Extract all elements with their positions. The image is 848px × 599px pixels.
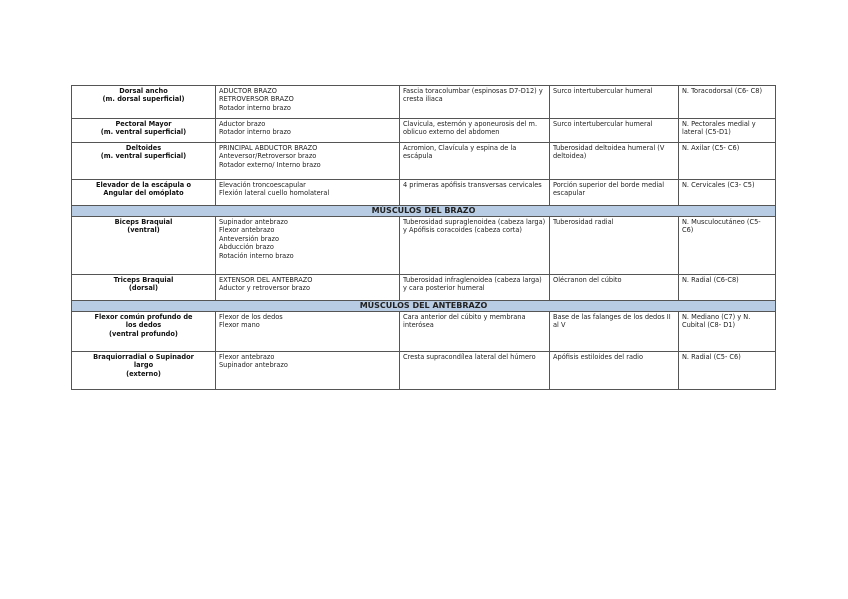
muscle-name-line: Flexor común profundo de bbox=[94, 313, 193, 321]
muscle-name-line: (ventral profundo) bbox=[109, 329, 178, 338]
muscle-name-line: Dorsal ancho bbox=[119, 87, 168, 95]
muscle-name-cell bbox=[72, 275, 216, 301]
muscle-row bbox=[72, 312, 776, 352]
action-cell bbox=[216, 217, 400, 275]
muscle-name-line: (m. ventral superficial) bbox=[100, 152, 187, 161]
action-line: Anteversión brazo bbox=[219, 234, 280, 243]
muscle-name-line: Biceps Braquial bbox=[114, 218, 173, 226]
nerve-cell bbox=[679, 180, 776, 206]
nerve-cell bbox=[679, 143, 776, 180]
origin-cell bbox=[400, 143, 550, 180]
muscle-name-cell bbox=[72, 143, 216, 180]
muscle-name-line: (dorsal) bbox=[128, 284, 159, 293]
muscle-table bbox=[71, 85, 776, 390]
origin-line: Fascia toracolumbar (espinosas D7-D12) y cresta iliaca bbox=[403, 87, 543, 104]
action-cell bbox=[216, 312, 400, 352]
muscle-name-line: Angular del omóplato bbox=[103, 189, 184, 198]
muscle-name-line: largo bbox=[133, 361, 154, 370]
action-line: Aductor y retroversor brazo bbox=[219, 284, 310, 293]
action-line: Rotador interno brazo bbox=[219, 103, 291, 112]
action-line: Rotador interno brazo bbox=[219, 128, 291, 137]
muscle-name-line: (m. dorsal superficial) bbox=[102, 95, 185, 104]
nerve-cell bbox=[679, 86, 776, 119]
action-line: EXTENSOR DEL ANTEBRAZO bbox=[219, 276, 313, 284]
insertion-cell bbox=[550, 275, 679, 301]
insertion-line: Base de las falanges de los dedos II al V bbox=[553, 313, 671, 330]
insertion-line: Surco intertubercular humeral bbox=[553, 87, 653, 95]
origin-cell bbox=[400, 119, 550, 143]
nerve-line: N. Radial (C5- C6) bbox=[682, 353, 741, 361]
origin-line: Tuberosidad infraglenoidea (cabeza larga) y cara posterior humeral bbox=[403, 276, 542, 293]
action-line: Flexión lateral cuello homolateral bbox=[219, 189, 330, 198]
muscle-name-line: Triceps Braquial bbox=[113, 276, 174, 284]
muscle-name-cell bbox=[72, 119, 216, 143]
insertion-cell bbox=[550, 352, 679, 390]
section-title: MÚSCULOS DEL BRAZO bbox=[72, 206, 776, 217]
section-header-row bbox=[72, 301, 776, 312]
muscle-row bbox=[72, 143, 776, 180]
action-line: Flexor antebrazo bbox=[219, 353, 275, 361]
origin-line: 4 primeras apófisis transversas cervicales bbox=[403, 181, 542, 189]
muscle-name-cell bbox=[72, 217, 216, 275]
nerve-cell bbox=[679, 217, 776, 275]
origin-cell bbox=[400, 217, 550, 275]
section-title: MÚSCULOS DEL ANTEBRAZO bbox=[72, 301, 776, 312]
muscle-name-line: (ventral) bbox=[127, 226, 160, 235]
origin-cell bbox=[400, 180, 550, 206]
nerve-line: N. Axilar (C5- C6) bbox=[682, 144, 740, 152]
action-cell bbox=[216, 180, 400, 206]
insertion-line: Porción superior del borde medial escapular bbox=[553, 181, 665, 198]
origin-line: Tuberosidad supraglenoidea (cabeza larga) y Apófisis coracoides (cabeza corta) bbox=[403, 218, 546, 235]
insertion-cell bbox=[550, 180, 679, 206]
section-header-row bbox=[72, 206, 776, 217]
action-line: Flexor mano bbox=[219, 321, 260, 330]
action-line: PRINCIPAL ABDUCTOR BRAZO bbox=[219, 144, 318, 152]
action-cell bbox=[216, 275, 400, 301]
action-cell bbox=[216, 352, 400, 390]
nerve-cell bbox=[679, 312, 776, 352]
insertion-cell bbox=[550, 217, 679, 275]
nerve-line: N. Pectorales medial y lateral (C5-D1) bbox=[682, 120, 756, 137]
muscle-row bbox=[72, 180, 776, 206]
insertion-cell bbox=[550, 143, 679, 180]
nerve-cell bbox=[679, 352, 776, 390]
action-cell bbox=[216, 86, 400, 119]
action-cell bbox=[216, 143, 400, 180]
nerve-cell bbox=[679, 119, 776, 143]
insertion-line: Apófisis estiloides del radio bbox=[553, 353, 644, 361]
insertion-cell bbox=[550, 86, 679, 119]
muscle-row bbox=[72, 275, 776, 301]
action-line: ADUCTOR BRAZO bbox=[219, 87, 277, 95]
action-line: Supinador antebrazo bbox=[219, 361, 288, 370]
origin-line: Cresta supracondílea lateral del húmero bbox=[403, 353, 536, 361]
action-line: Elevación troncoescapular bbox=[219, 181, 306, 189]
muscle-row bbox=[72, 119, 776, 143]
origin-line: Acromion, Clavícula y espina de la escápula bbox=[403, 144, 517, 161]
muscle-name-cell bbox=[72, 180, 216, 206]
action-line: Aductor brazo bbox=[219, 120, 266, 128]
nerve-line: N. Radial (C6-C8) bbox=[682, 276, 739, 284]
action-line: Rotación interno brazo bbox=[219, 251, 294, 260]
action-line: Rotador externo/ Interno brazo bbox=[219, 160, 321, 169]
insertion-line: Olécranon del cúbito bbox=[553, 276, 622, 284]
insertion-cell bbox=[550, 312, 679, 352]
nerve-line: N. Mediano (C7) y N. Cubital (C8- D1) bbox=[682, 313, 751, 330]
muscle-name-cell bbox=[72, 86, 216, 119]
muscle-name-line: Elevador de la escápula o bbox=[96, 181, 191, 189]
action-line: RETROVERSOR BRAZO bbox=[219, 95, 294, 104]
muscle-row bbox=[72, 86, 776, 119]
origin-cell bbox=[400, 352, 550, 390]
muscle-row bbox=[72, 352, 776, 390]
muscle-name-line: Deltoides bbox=[125, 144, 162, 152]
action-cell bbox=[216, 119, 400, 143]
muscle-name-line: (externo) bbox=[126, 369, 161, 378]
nerve-cell bbox=[679, 275, 776, 301]
insertion-cell bbox=[550, 119, 679, 143]
muscle-name-line: Braquiorradial o Supinador bbox=[93, 353, 194, 361]
muscle-name-line: los dedos bbox=[125, 321, 162, 330]
action-line: Supinador antebrazo bbox=[219, 218, 288, 226]
nerve-line: N. Toracodorsal (C6- C8) bbox=[682, 87, 763, 95]
origin-cell bbox=[400, 312, 550, 352]
action-line: Flexor de los dedos bbox=[219, 313, 283, 321]
nerve-line: N. Musculocutáneo (C5-C6) bbox=[682, 218, 761, 235]
action-line: Abducción brazo bbox=[219, 243, 274, 252]
origin-cell bbox=[400, 275, 550, 301]
muscle-name-cell bbox=[72, 352, 216, 390]
action-line: Anteversor/Retroversor brazo bbox=[219, 152, 317, 161]
origin-line: Cara anterior del cúbito y membrana interósea bbox=[403, 313, 526, 330]
muscle-name-line: Pectoral Mayor bbox=[115, 120, 172, 128]
origin-line: Clavicula, esternón y aponeurosis del m. oblicuo externo del abdomen bbox=[403, 120, 538, 137]
insertion-line: Tuberosidad deltoidea humeral (V deltoidea) bbox=[553, 144, 665, 161]
muscle-name-line: (m. ventral superficial) bbox=[100, 128, 187, 137]
muscle-row bbox=[72, 217, 776, 275]
nerve-line: N. Cervicales (C3- C5) bbox=[682, 181, 755, 189]
muscle-name-cell bbox=[72, 312, 216, 352]
insertion-line: Tuberosidad radial bbox=[553, 218, 614, 226]
action-line: Flexor antebrazo bbox=[219, 226, 275, 235]
insertion-line: Surco intertubercular humeral bbox=[553, 120, 653, 128]
origin-cell bbox=[400, 86, 550, 119]
